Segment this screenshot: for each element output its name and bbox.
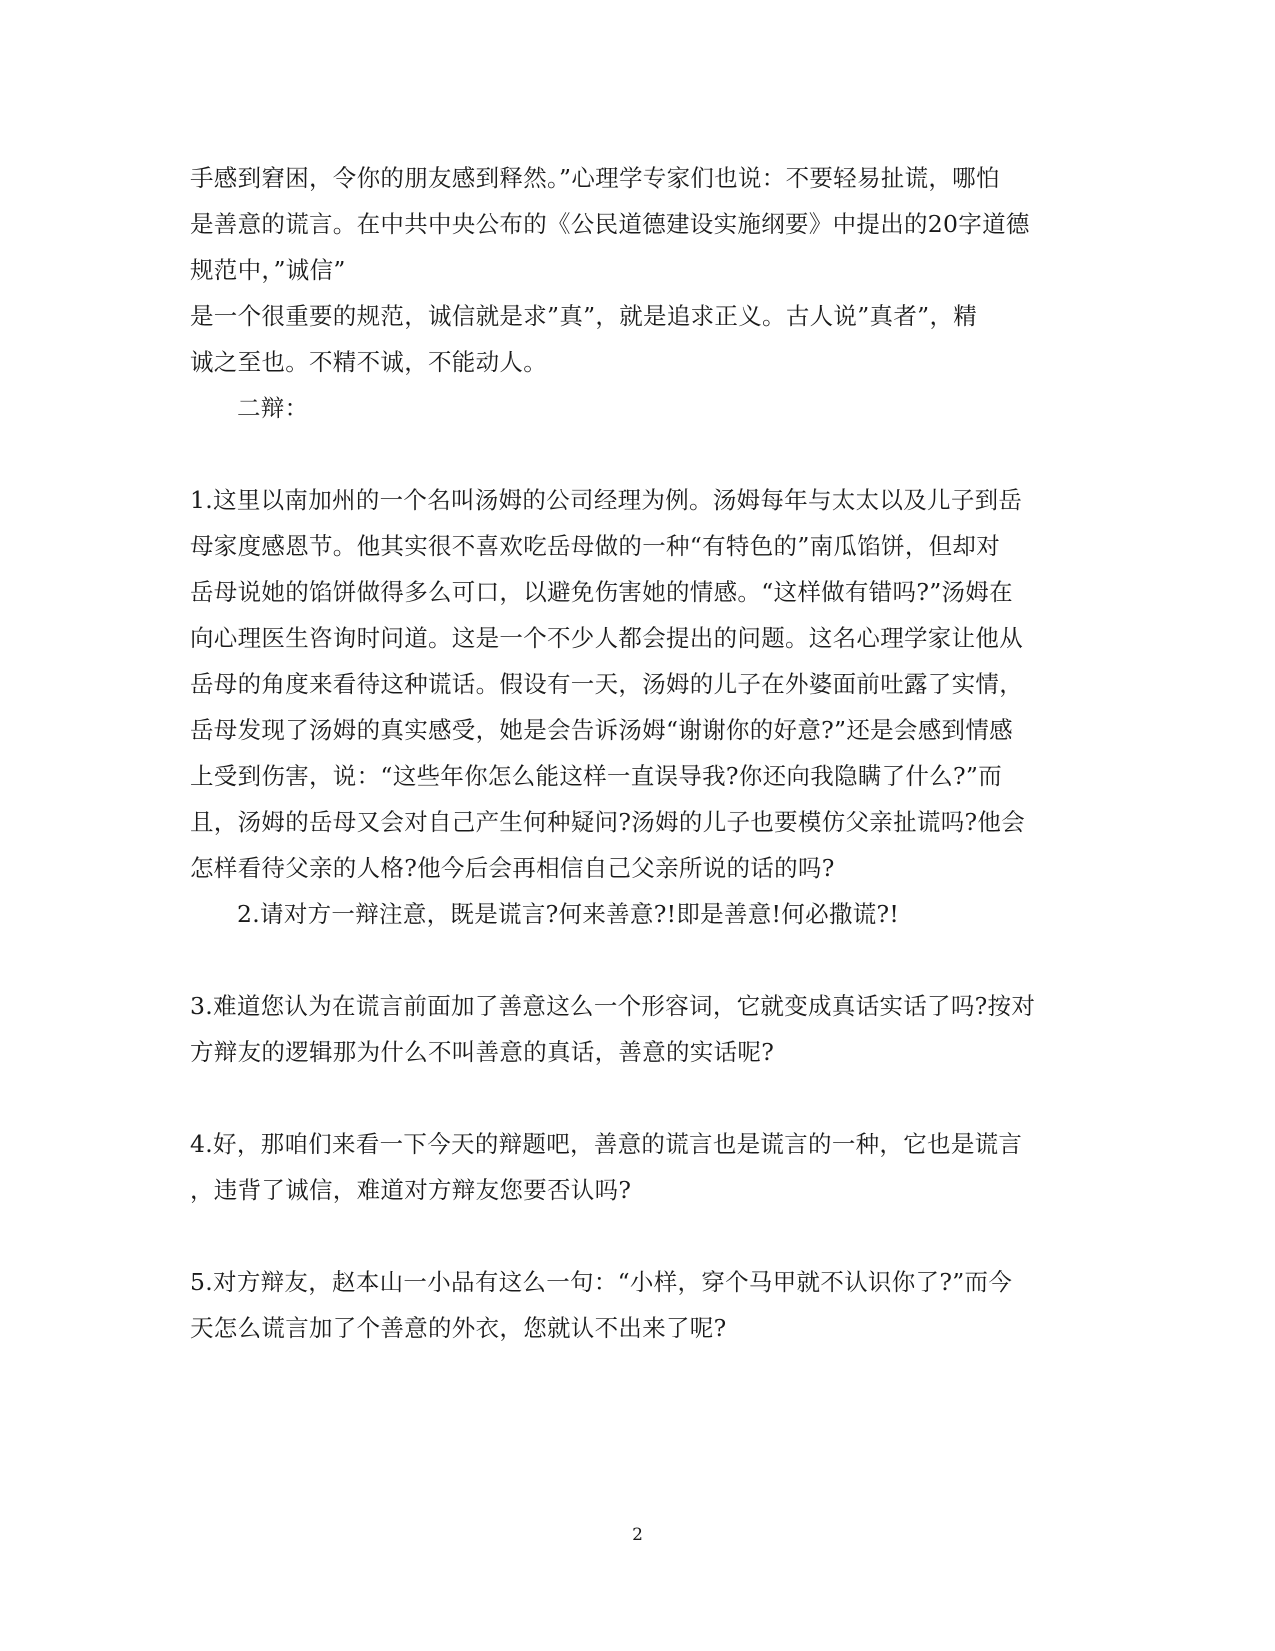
- text-line: 1.这里以南加州的一个名叫汤姆的公司经理为例。汤姆每年与太太以及儿子到岳: [190, 486, 1023, 514]
- text-line: 岳母发现了汤姆的真实感受，她是会告诉汤姆“谢谢你的好意?”还是会感到情感: [190, 716, 1013, 744]
- text-line: 2.请对方一辩注意，既是谎言?何来善意?!即是善意!何必撒谎?!: [237, 900, 900, 928]
- text-line: 是一个很重要的规范，诚信就是求”真”，就是追求正义。古人说”真者”，精: [190, 302, 978, 330]
- text-line: 岳母说她的馅饼做得多么可口，以避免伤害她的情感。“这样做有错吗?”汤姆在: [190, 578, 1013, 606]
- section-heading: 二辩：: [237, 394, 309, 422]
- text-line: ，违背了诚信，难道对方辩友您要否认吗?: [190, 1176, 632, 1204]
- text-line: 上受到伤害，说：“这些年你怎么能这样一直误导我?你还向我隐瞒了什么?”而: [190, 762, 1003, 790]
- page-number: 2: [632, 1525, 643, 1545]
- text-line: 5.对方辩友，赵本山一小品有这么一句：“小样，穿个马甲就不认识你了?”而今: [190, 1268, 1013, 1296]
- text-line: 怎样看待父亲的人格?他今后会再相信自己父亲所说的话的吗?: [190, 854, 835, 882]
- text-line: 手感到窘困，令你的朋友感到释然。”心理学专家们也说：不要轻易扯谎，哪怕: [190, 164, 1000, 192]
- text-line: 母家度感恩节。他其实很不喜欢吃岳母做的一种“有特色的”南瓜馅饼，但却对: [190, 532, 1001, 560]
- text-line: 是善意的谎言。在中共中央公布的《公民道德建设实施纲要》中提出的20字道德: [190, 210, 1030, 238]
- text-line: 岳母的角度来看待这种谎话。假设有一天，汤姆的儿子在外婆面前吐露了实情，: [190, 670, 1023, 698]
- text-line: 3.难道您认为在谎言前面加了善意这么一个形容词，它就变成真话实话了吗?按对: [190, 992, 1036, 1020]
- text-line: 且，汤姆的岳母又会对自己产生何种疑问?汤姆的儿子也要模仿父亲扯谎吗?他会: [190, 808, 1025, 836]
- text-line: 向心理医生咨询时问道。这是一个不少人都会提出的问题。这名心理学家让他从: [190, 624, 1023, 652]
- text-line: 诚之至也。不精不诚，不能动人。: [190, 348, 547, 376]
- text-line: 4.好，那咱们来看一下今天的辩题吧，善意的谎言也是谎言的一种，它也是谎言: [190, 1130, 1023, 1158]
- text-line: 天怎么谎言加了个善意的外衣，您就认不出来了呢?: [190, 1314, 727, 1342]
- text-line: 规范中，”诚信”: [190, 256, 346, 284]
- text-line: 方辩友的逻辑那为什么不叫善意的真话，善意的实话呢?: [190, 1038, 775, 1066]
